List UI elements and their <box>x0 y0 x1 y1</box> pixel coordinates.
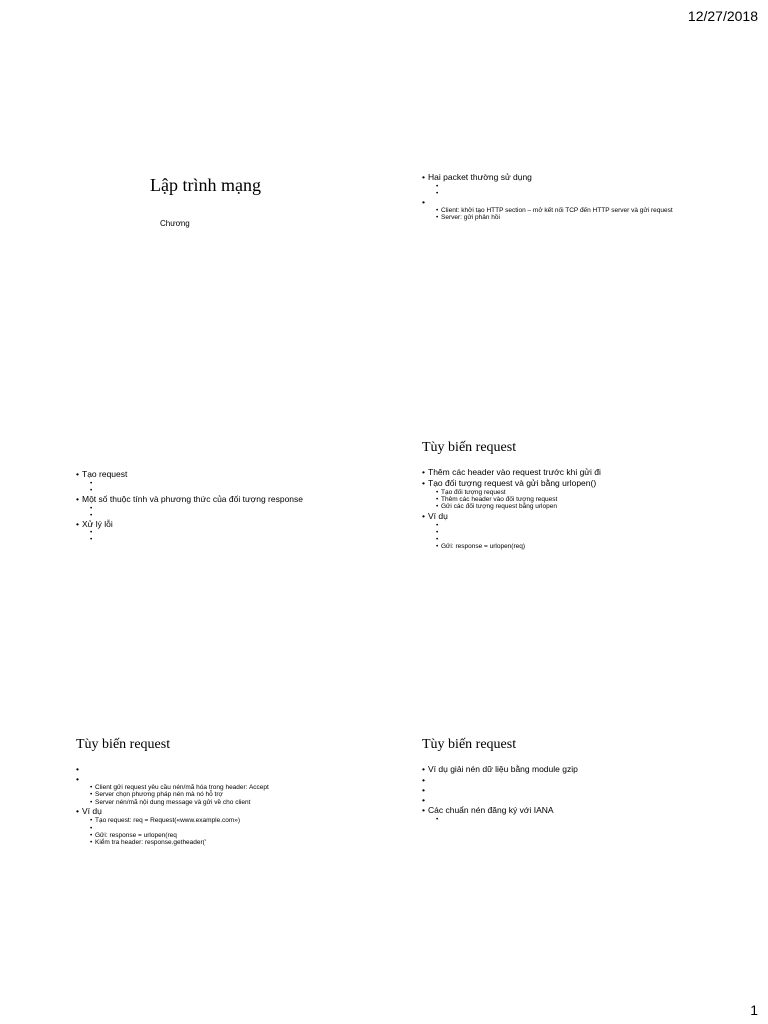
slide-5 <box>76 737 376 967</box>
slide-title: Tùy biến request <box>422 737 517 752</box>
page-number: 1 <box>750 1002 758 1018</box>
list-item <box>90 536 376 543</box>
list-item: • Tạo đối tượng request và gửi bằng urlopen() • Tạo đối tượng request • Thêm các header vào đối tượng request • Gửi các đối tượng request bằng urlopen <box>422 479 722 511</box>
list-item: • Server nén/mã nội dung message và gửi về cho client <box>90 799 376 806</box>
list-item: • Server chọn phương pháp nén mà nó hỗ trợ <box>90 791 376 798</box>
list-item: • • Client gửi request yêu cầu nén/mã hóa trong header: Accept <box>90 784 376 791</box>
bullet-list <box>422 468 722 550</box>
list-item: • Các chuẩn nén đăng ký với IANA • <box>422 806 722 823</box>
bullet-list <box>422 765 722 823</box>
list-item: • Server: gửi phản hồi <box>436 214 722 221</box>
slide-4 <box>422 440 722 670</box>
list-item: • Kiểm tra header: response.getheader(' <box>90 839 376 846</box>
list-item <box>422 776 722 785</box>
slide-6 <box>422 737 722 967</box>
list-item <box>436 522 722 529</box>
list-item <box>90 505 376 512</box>
list-item: • Tạo request • • <box>76 470 376 494</box>
list-item: • Ví dụ giải nén dữ liệu bằng module gzip <box>422 765 722 775</box>
list-item: • Thêm các header vào request trước khi gửi đi <box>422 468 722 478</box>
list-item <box>436 529 722 536</box>
list-item <box>90 487 376 494</box>
slide-subtitle: Chương <box>160 219 190 228</box>
date-header: 12/27/2018 <box>687 8 758 24</box>
list-item <box>422 198 722 222</box>
slide-3 <box>76 470 376 700</box>
list-item: • Hai packet thường sử dụng • • <box>422 173 722 197</box>
list-item: • Tạo request: req = Request(«www.example.com») <box>90 817 376 824</box>
slide-title: Tùy biến request <box>76 737 171 752</box>
list-item <box>422 786 722 795</box>
slide-1 <box>80 175 380 405</box>
list-item: • Ví dụ • • • • Gửi: response = urlopen(req) <box>422 512 722 550</box>
list-item: • Gửi các đối tượng request bằng urlopen <box>436 503 722 510</box>
list-item <box>76 765 376 774</box>
list-item: • • Client: khởi tạo HTTP section – mở kết nối TCP đến HTTP server và gửi request <box>436 207 722 214</box>
list-item <box>436 816 722 823</box>
bullet-list <box>76 765 376 847</box>
slide-title: Lập trình mạng <box>150 175 261 195</box>
list-item <box>436 183 722 190</box>
list-item <box>436 536 722 543</box>
list-item: • Xử lý lỗi • • <box>76 520 376 544</box>
list-item: • Thêm các header vào đối tượng request <box>436 496 722 503</box>
bullet-list <box>76 470 376 543</box>
list-item: • Ví dụ • Tạo request: req = Request(«www.example.com») • • Gửi: response = urlopen(req • Kiểm tra header: response.getheader(' <box>76 807 376 846</box>
slide-title: Tùy biến request <box>422 440 517 455</box>
list-item <box>90 529 376 536</box>
slide-2 <box>422 173 722 403</box>
bullet-list <box>422 173 722 222</box>
list-item: • Tạo đối tượng request <box>436 489 722 496</box>
list-item: • Một số thuộc tính và phương thức của đối tượng response • • <box>76 495 376 519</box>
list-item: • Gửi: response = urlopen(req) <box>436 543 722 550</box>
list-item <box>76 775 376 806</box>
list-item <box>436 190 722 197</box>
list-item: • Gửi: response = urlopen(req <box>90 832 376 839</box>
list-item <box>90 825 376 832</box>
list-item <box>90 512 376 519</box>
list-item <box>422 796 722 805</box>
list-item <box>90 480 376 487</box>
